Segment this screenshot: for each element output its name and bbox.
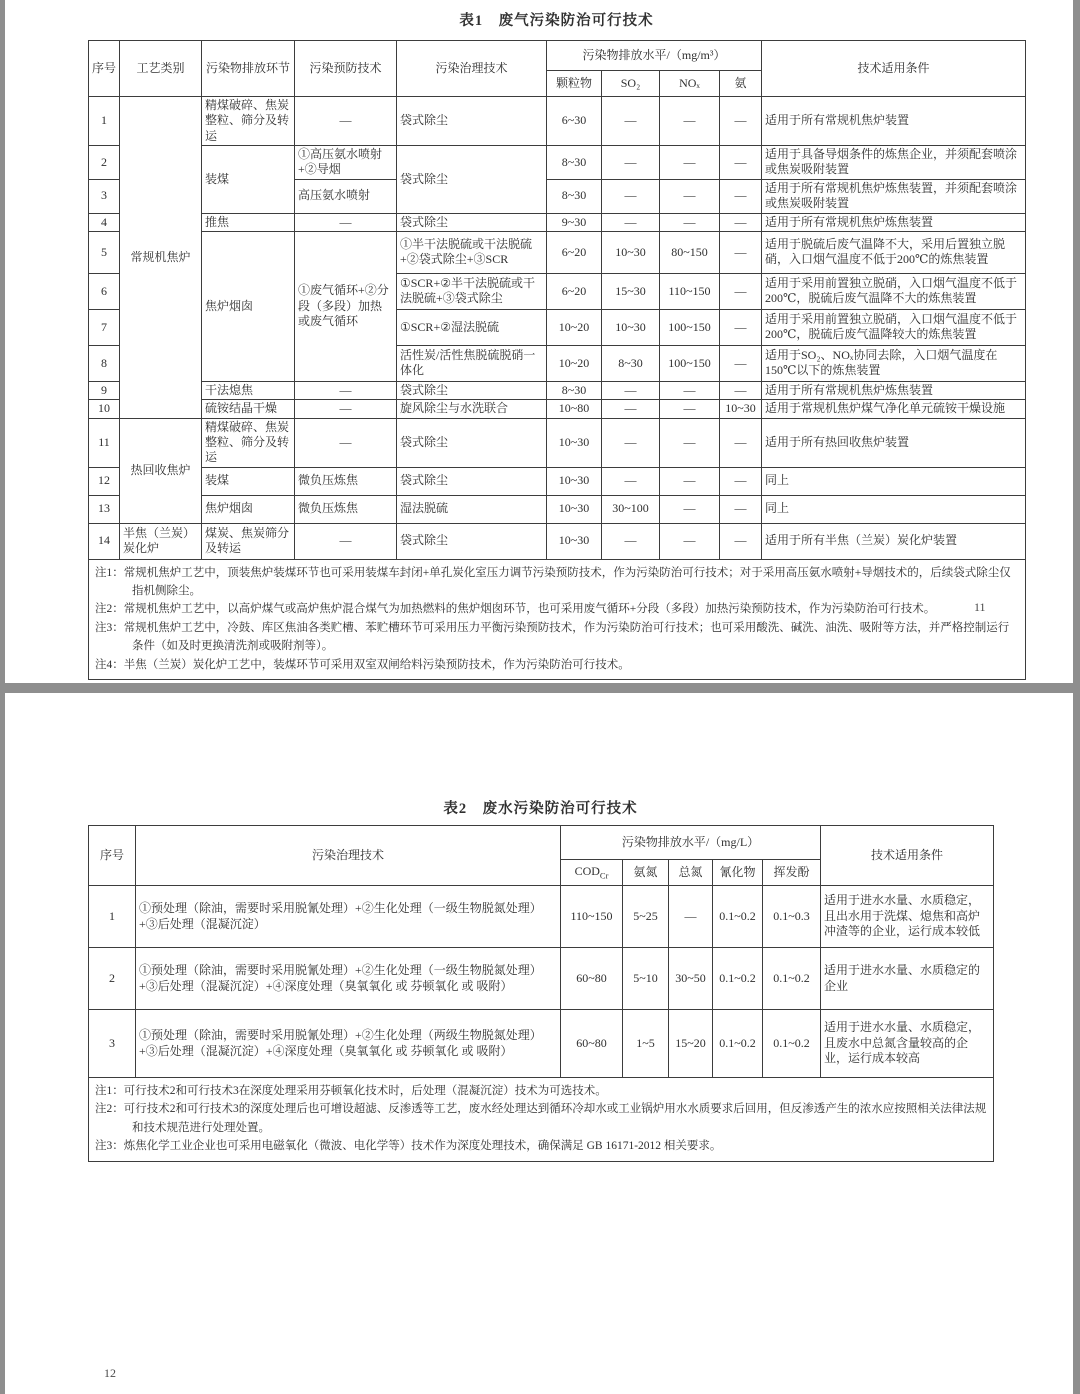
cell-no: 5	[89, 231, 120, 273]
cell-stage: 精煤破碎、焦炭整粒、筛分及转运	[202, 418, 295, 467]
cell-tech: ①预处理（除油，需要时采用脱氰处理）+②生化处理（一级生物脱氮处理）+③后处理（混凝沉淀）	[136, 886, 561, 948]
table2-notes-cell	[89, 1078, 994, 1162]
cell-treatment: 袋式除尘	[397, 213, 547, 231]
cell-cn: 0.1~0.2	[713, 1010, 763, 1078]
cell-pm: 6~20	[547, 231, 602, 273]
cell-cn: 0.1~0.2	[713, 948, 763, 1010]
table1-waste-gas	[88, 40, 1026, 680]
table2-notes-row	[89, 1078, 994, 1162]
cell-pm: 6~30	[547, 97, 602, 146]
cell-conditions: 适用于所有常规机焦炉装置	[762, 97, 1026, 146]
table1-title: 表1 废气污染防治可行技术	[459, 13, 654, 29]
cell-nh3n: 5~25	[623, 886, 669, 948]
cell-stage: 焦炉烟囱	[202, 495, 295, 523]
cell-pm: 10~30	[547, 467, 602, 495]
cell-no: 8	[89, 345, 120, 381]
cell-so2: —	[602, 97, 660, 146]
cell-prevention: —	[295, 400, 397, 418]
cell-no: 3	[89, 179, 120, 213]
cell-so2: —	[602, 400, 660, 418]
cell-nox: 110~150	[660, 273, 720, 309]
cell-prevention: ①废气循环+②分段（多段）加热或废气循环	[295, 231, 397, 381]
cell-nh3: —	[720, 309, 762, 345]
cell-nh3: —	[720, 231, 762, 273]
table2-note-1: 注1：可行技术2和可行技术3在深度处理采用芬顿氧化技术时，后处理（混凝沉淀）技术为可选技术。	[95, 1085, 607, 1097]
cell-so2: —	[602, 523, 660, 559]
cell-nox: —	[660, 467, 720, 495]
cell-so2: —	[602, 467, 660, 495]
cell-treatment: 袋式除尘	[397, 523, 547, 559]
cell-prevention: —	[295, 97, 397, 146]
cell-phenol: 0.1~0.2	[763, 948, 821, 1010]
cell-conditions: 适用于所有热回收焦炉装置	[762, 418, 1026, 467]
cell-stage: 装煤	[202, 467, 295, 495]
cell-tech: ①预处理（除油，需要时采用脱氰处理）+②生化处理（两级生物脱氮处理）+③后处理（混凝沉淀）+④深度处理（臭氧氧化 或 芬顿氧化 或 吸附）	[136, 1010, 561, 1078]
cell-conditions: 适用于具备导烟条件的炼焦企业，并须配套喷涂或焦炭吸附装置	[762, 146, 1026, 180]
t1-header-category: 工艺类别	[120, 41, 202, 97]
table-row	[89, 495, 1026, 523]
cell-so2: 30~100	[602, 495, 660, 523]
cell-no: 6	[89, 273, 120, 309]
table-row	[89, 467, 1026, 495]
t1-header-nh3: 氨	[720, 71, 762, 97]
cell-treatment: 湿法脱硫	[397, 495, 547, 523]
table-row	[89, 97, 1026, 146]
cell-nh3: —	[720, 213, 762, 231]
cell-conditions: 适用于所有常规机焦炉炼焦装置，并须配套喷涂或焦炭吸附装置	[762, 179, 1026, 213]
cell-tn: —	[669, 886, 713, 948]
table1-notes-cell	[89, 559, 1026, 679]
t2-header-conditions: 技术适用条件	[821, 826, 994, 886]
cell-nh3: —	[720, 179, 762, 213]
cell-conditions: 适用于所有常规机焦炉炼焦装置	[762, 381, 1026, 399]
cell-phenol: 0.1~0.3	[763, 886, 821, 948]
cell-treatment: ①半干法脱硫或干法脱硫+②袋式除尘+③SCR	[397, 231, 547, 273]
cell-no: 1	[89, 97, 120, 146]
table2-note-3: 注3：炼焦化学工业企业也可采用电磁氧化（微波、电化学等）技术作为深度处理技术，确保满足 GB 16171-2012 相关要求。	[95, 1140, 722, 1153]
cell-nh3n: 1~5	[623, 1010, 669, 1078]
cell-no: 14	[89, 523, 120, 559]
t2-header-cod	[561, 860, 623, 886]
cell-no: 9	[89, 381, 120, 399]
cell-nox: —	[660, 418, 720, 467]
table-row	[89, 146, 1026, 180]
cell-conditions: 适用于采用前置独立脱硝，入口烟气温度不低于200℃，脱硫后废气温降不大的炼焦装置	[762, 273, 1026, 309]
cell-nh3: —	[720, 495, 762, 523]
cell-so2: —	[602, 146, 660, 180]
cell-conditions: 同上	[762, 495, 1026, 523]
table-row	[89, 523, 1026, 559]
cell-no: 13	[89, 495, 120, 523]
cell-pm: 10~20	[547, 309, 602, 345]
cell-category-semi-coke: 半焦（兰炭）炭化炉	[120, 523, 202, 559]
cell-nox: —	[660, 523, 720, 559]
t2-header-emission-group: 污染物排放水平/（mg/L）	[561, 826, 821, 860]
cell-tn: 15~20	[669, 1010, 713, 1078]
t1-header-prevention: 污染预防技术	[295, 41, 397, 97]
cell-pm: 8~30	[547, 381, 602, 399]
table-row	[89, 886, 994, 948]
cell-treatment: 袋式除尘	[397, 467, 547, 495]
cell-nh3: —	[720, 146, 762, 180]
cell-no: 2	[89, 146, 120, 180]
cell-nox: —	[660, 97, 720, 146]
cell-conditions: 适用于进水水量、水质稳定的企业	[821, 948, 994, 1010]
cell-so2: 10~30	[602, 309, 660, 345]
page-number-12: 12	[104, 1366, 116, 1380]
cell-nox: —	[660, 381, 720, 399]
cell-nh3: 10~30	[720, 400, 762, 418]
cell-prevention: —	[295, 523, 397, 559]
cell-tech: ①预处理（除油，需要时采用脱氰处理）+②生化处理（一级生物脱氮处理）+③后处理（混凝沉淀）+④深度处理（臭氧氧化 或 芬顿氧化 或 吸附）	[136, 948, 561, 1010]
viewer-left-edge	[0, 0, 5, 1394]
cell-prevention: —	[295, 213, 397, 231]
cell-conditions: 适用于进水水量、水质稳定，且出水用于洗煤、熄焦和高炉冲渣等的企业，运行成本较低	[821, 886, 994, 948]
t1-header-no: 序号	[89, 41, 120, 97]
cell-conditions: 适用于采用前置独立脱硝，入口烟气温度不低于200℃，脱硫后废气温降较大的炼焦装置	[762, 309, 1026, 345]
t2-header-phenol: 挥发酚	[763, 860, 821, 886]
table-row	[89, 213, 1026, 231]
cell-nox: —	[660, 213, 720, 231]
table1-note-1: 注1：常规机焦炉工艺中，顶装焦炉装煤环节也可采用装煤车封闭+单孔炭化室压力调节污染预防技术，作为污染防治可行技术；对于采用高压氨水喷射+导烟技术的，后续袋式除尘仅指机侧除尘。	[95, 566, 1011, 598]
cell-pm: 10~30	[547, 523, 602, 559]
cell-so2: —	[602, 213, 660, 231]
cell-conditions: 适用于所有常规机焦炉炼焦装置	[762, 213, 1026, 231]
cell-pm: 10~30	[547, 495, 602, 523]
table2-wastewater	[88, 825, 994, 1162]
cell-conditions: 适用于常规机焦炉煤气净化单元硫铵干燥设施	[762, 400, 1026, 418]
cell-phenol: 0.1~0.2	[763, 1010, 821, 1078]
cell-prevention: —	[295, 381, 397, 399]
cell-stage: 煤炭、焦炭筛分及转运	[202, 523, 295, 559]
cell-prevention: 微负压炼焦	[295, 495, 397, 523]
table1-note-4: 注4：半焦（兰炭）炭化炉工艺中，装煤环节可采用双室双闸给料污染预防技术，作为污染防治可行技术。	[95, 658, 630, 671]
cell-treatment: 活性炭/活性焦脱硫脱硝一体化	[397, 345, 547, 381]
table1-note-3: 注3：常规机焦炉工艺中，冷鼓、库区焦油各类贮槽、苯贮槽环节可采用压力平衡污染预防技术，作为污染防治可行技术；也可采用酸洗、碱洗、油洗、吸附等方法，并严格控制运行条件（如及时更换清洗剂或吸附剂等）。	[95, 621, 1010, 653]
cell-so2: 15~30	[602, 273, 660, 309]
cell-prevention: 微负压炼焦	[295, 467, 397, 495]
cell-prevention: 高压氨水喷射	[295, 179, 397, 213]
cell-nox: —	[660, 400, 720, 418]
t2-header-tech: 污染治理技术	[136, 826, 561, 886]
cell-nox: 100~150	[660, 345, 720, 381]
cell-treatment: 袋式除尘	[397, 381, 547, 399]
cell-no: 2	[89, 948, 136, 1010]
page-number-11: 11	[974, 600, 986, 614]
cell-cod: 60~80	[561, 948, 623, 1010]
cell-nh3: —	[720, 381, 762, 399]
table-row	[89, 948, 994, 1010]
cell-nh3: —	[720, 467, 762, 495]
table2-note-2: 注2：可行技术2和可行技术3的深度处理后也可增设超滤、反渗透等工艺，废水经处理达到循环冷却水或工业锅炉用水水质要求后回用，但反渗透产生的浓水应按照相关法律法规和技术规范进行处理处置。	[95, 1103, 987, 1134]
cell-treatment: 袋式除尘	[397, 97, 547, 146]
table1-note-2: 注2：常规机焦炉工艺中，以高炉煤气或高炉焦炉混合煤气为加热燃料的焦炉烟囱环节，也可采用废气循环+分段（多段）加热污染预防技术，作为污染防治可行技术。	[95, 603, 936, 616]
cell-no: 4	[89, 213, 120, 231]
cell-nh3: —	[720, 273, 762, 309]
t2-header-nh3n: 氨氮	[623, 860, 669, 886]
t1-header-so2: SO₂	[602, 71, 660, 97]
cell-pm: 10~80	[547, 400, 602, 418]
cell-treatment: 袋式除尘	[397, 146, 547, 213]
cell-stage: 装煤	[202, 146, 295, 213]
cell-so2: 10~30	[602, 231, 660, 273]
cell-nh3: —	[720, 523, 762, 559]
table2-title: 表2 废水污染防治可行技术	[443, 801, 638, 817]
cell-no: 11	[89, 418, 120, 467]
cell-no: 10	[89, 400, 120, 418]
table-row	[89, 231, 1026, 273]
cod-label: COD	[574, 863, 600, 878]
table-row	[89, 381, 1026, 399]
t2-header-cn: 氰化物	[713, 860, 763, 886]
cell-tn: 30~50	[669, 948, 713, 1010]
cell-treatment: ①SCR+②半干法脱硫或干法脱硫+③袋式除尘	[397, 273, 547, 309]
cell-so2: —	[602, 418, 660, 467]
cell-nh3: —	[720, 418, 762, 467]
cell-no: 3	[89, 1010, 136, 1078]
cell-conditions: 适用于脱硫后废气温降不大，采用后置独立脱硝，入口烟气温度不低于200℃的炼焦装置	[762, 231, 1026, 273]
cell-pm: 10~20	[547, 345, 602, 381]
t1-header-treatment: 污染治理技术	[397, 41, 547, 97]
table-row	[89, 400, 1026, 418]
cell-so2: —	[602, 179, 660, 213]
t2-header-tn: 总氮	[669, 860, 713, 886]
t1-header-nox: NOₓ	[660, 71, 720, 97]
cell-nox: —	[660, 146, 720, 180]
cell-stage: 硫铵结晶干燥	[202, 400, 295, 418]
cell-no: 12	[89, 467, 120, 495]
cell-conditions: 同上	[762, 467, 1026, 495]
cell-pm: 10~30	[547, 418, 602, 467]
cell-nh3n: 5~10	[623, 948, 669, 1010]
cell-treatment: 袋式除尘	[397, 418, 547, 467]
cell-cod: 60~80	[561, 1010, 623, 1078]
cell-prevention: —	[295, 418, 397, 467]
t2-header-no: 序号	[89, 826, 136, 886]
table-row	[89, 418, 1026, 467]
cell-stage: 推焦	[202, 213, 295, 231]
cell-treatment: ①SCR+②湿法脱硫	[397, 309, 547, 345]
cell-pm: 8~30	[547, 179, 602, 213]
cell-conditions: 适用于所有半焦（兰炭）炭化炉装置	[762, 523, 1026, 559]
cell-pm: 6~20	[547, 273, 602, 309]
cell-category-conventional: 常规机焦炉	[120, 97, 202, 419]
cell-nox: —	[660, 179, 720, 213]
cell-stage: 焦炉烟囱	[202, 231, 295, 381]
t1-header-conditions: 技术适用条件	[762, 41, 1026, 97]
t1-header-pm: 颗粒物	[547, 71, 602, 97]
cod-subscript: Cr	[599, 870, 609, 881]
cell-conditions: 适用于进水水量、水质稳定，且废水中总氮含量较高的企业，运行成本较高	[821, 1010, 994, 1078]
cell-nh3: —	[720, 345, 762, 381]
table1-notes-row	[89, 559, 1026, 679]
cell-treatment: 旋风除尘与水洗联合	[397, 400, 547, 418]
cell-nox: —	[660, 495, 720, 523]
table-row	[89, 1010, 994, 1078]
cell-nh3: —	[720, 97, 762, 146]
t1-header-stage: 污染物排放环节	[202, 41, 295, 97]
cell-pm: 8~30	[547, 146, 602, 180]
cell-category-heat-recovery: 热回收焦炉	[120, 418, 202, 523]
cell-so2: —	[602, 381, 660, 399]
page-separator	[0, 683, 1080, 693]
cell-no: 1	[89, 886, 136, 948]
cell-conditions: 适用于SO₂、NOₓ协同去除，入口烟气温度在150℃以下的炼焦装置	[762, 345, 1026, 381]
cell-cod: 110~150	[561, 886, 623, 948]
t1-header-emission-group: 污染物排放水平/（mg/m³）	[547, 41, 762, 71]
cell-cn: 0.1~0.2	[713, 886, 763, 948]
cell-stage: 干法熄焦	[202, 381, 295, 399]
cell-prevention: ①高压氨水喷射+②导烟	[295, 146, 397, 180]
cell-nox: 100~150	[660, 309, 720, 345]
cell-nox: 80~150	[660, 231, 720, 273]
cell-stage: 精煤破碎、焦炭整粒、筛分及转运	[202, 97, 295, 146]
cell-pm: 9~30	[547, 213, 602, 231]
viewer-right-edge	[1073, 0, 1080, 1394]
cell-so2: 8~30	[602, 345, 660, 381]
cell-no: 7	[89, 309, 120, 345]
